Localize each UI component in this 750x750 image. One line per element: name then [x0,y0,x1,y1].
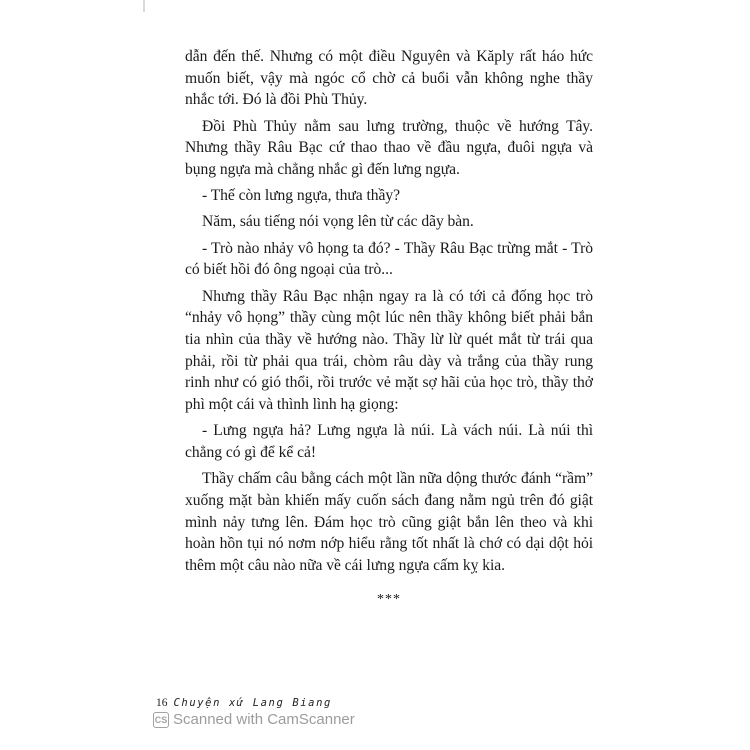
page-number: 16 [156,697,168,709]
camscanner-watermark [153,711,355,728]
page-edge-mark [143,0,145,12]
paragraph-4: Năm, sáu tiếng nói vọng lên từ các dãy bàn. [202,213,474,231]
section-divider: *** [377,591,401,607]
paragraph-5: - Trò nào nhảy vô họng ta đó? - Thầy Râu Bạc trừng mắt - Trò có biết hồi đó ông ngoại của trò... [185,239,593,279]
book-page-text [185,46,593,610]
paragraph-2: Đồi Phù Thủy nằm sau lưng trường, thuộc về hướng Tây. Nhưng thầy Râu Bạc cứ thao thao về đầu ngựa, đuôi ngựa và bụng ngựa mà chẳng nhắc gì đến lưng ngựa. [185,117,593,179]
paragraph-3: - Thế còn lưng ngựa, thưa thầy? [202,187,401,205]
camscanner-logo-icon: CS [153,712,169,728]
paragraph-6: Nhưng thầy Râu Bạc nhận ngay ra là có tới cả đống học trò “nhảy vô họng” thầy cùng một lúc nên thầy không biết phải bắn tia nhìn của thầy về hướng nào. Thầy lừ lừ quét mắt từ trái qua phải, rồi từ phải qua trái, chòm râu dày và trắng của thầy rung rinh như có gió thổi, rồi trước vẻ mặt sợ hãi của học trò, thầy thở phì một cái và thình lình hạ giọng: [185,287,593,414]
watermark-text: Scanned with CamScanner [173,711,355,728]
paragraph-8: Thầy chấm câu bằng cách một lần nữa dộng thước đánh “rầm” xuống mặt bàn khiến mấy cuốn sách đang nằm ngủ trên đó giật mình nảy tưng lên. Đám học trò cũng giật bắn lên theo và khi hoàn hồn tụi nó nơm nớp hiểu rằng tốt nhất là chớ có dại dột hỏi thêm một câu nào nữa về cái lưng ngựa cấm kỵ kia. [185,470,593,574]
paragraph-1: dẫn đến thế. Nhưng có một điều Nguyên và Kăply rất háo hức muốn biết, vậy mà ngóc cổ chờ cả buổi vẫn không nghe thầy nhắc tới. Đó là đồi Phù Thủy. [185,48,593,109]
paragraph-7: - Lưng ngựa hả? Lưng ngựa là núi. Là vách núi. Là núi thì chẳng có gì để kể cả! [185,422,593,461]
running-book-title: Chuyện xứ Lang Biang [173,697,332,709]
